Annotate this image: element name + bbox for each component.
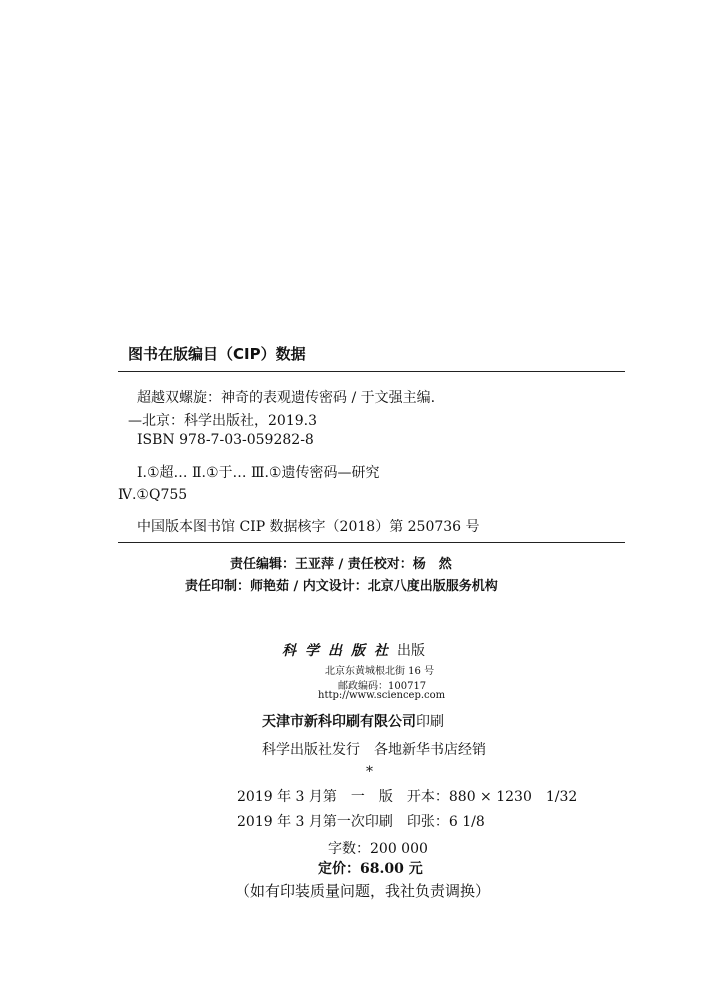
edition-info: 2019 年 3 月第 一 版 开本：880 × 1230 1/32 — [237, 789, 578, 805]
publisher-url: http://www.sciencep.com — [318, 690, 446, 701]
cip-publisher-line: —北京：科学出版社，2019.3 — [128, 413, 317, 429]
separator-asterisk: * — [366, 764, 373, 780]
printer-line — [262, 711, 444, 731]
printer-name: 天津市新科印刷有限公司 — [262, 714, 416, 730]
cip-book-title-line: 超越双螺旋：神奇的表观遗传密码 / 于文强主编. — [137, 390, 436, 406]
word-count: 字数：200 000 — [328, 841, 428, 857]
publisher-postcode: 邮政编码：100717 — [338, 681, 427, 692]
publisher-address: 北京东黄城根北街 16 号 — [325, 666, 435, 677]
cip-classification-2: Ⅳ.①Q755 — [118, 487, 188, 503]
editor-credits: 责任编辑：王亚萍 / 责任校对：杨 然 — [230, 557, 452, 572]
price: 定价：68.00 元 — [318, 861, 423, 877]
cip-classification-1: Ⅰ.①超… Ⅱ.①于… Ⅲ.①遗传密码—研究 — [137, 465, 380, 481]
cip-record-number: 中国版本图书馆 CIP 数据核字（2018）第 250736 号 — [137, 519, 480, 535]
publisher-suffix: 出版 — [397, 643, 425, 659]
cip-heading: 图书在版编目（CIP）数据 — [128, 345, 306, 363]
cip-bottom-rule — [118, 542, 625, 543]
quality-notice: （如有印装质量问题，我社负责调换） — [235, 882, 491, 900]
publisher-name: 科学出版社 — [282, 643, 397, 659]
distribution-info: 科学出版社发行 各地新华书店经销 — [262, 742, 486, 758]
cip-top-rule — [118, 371, 625, 372]
production-credits: 责任印制：师艳茹 / 内文设计：北京八度出版服务机构 — [185, 579, 498, 594]
printing-info: 2019 年 3 月第一次印刷 印张：6 1/8 — [237, 814, 485, 830]
cip-isbn: ISBN 978-7-03-059282-8 — [137, 432, 314, 448]
publisher-line — [282, 640, 425, 660]
printer-suffix: 印刷 — [416, 714, 444, 730]
